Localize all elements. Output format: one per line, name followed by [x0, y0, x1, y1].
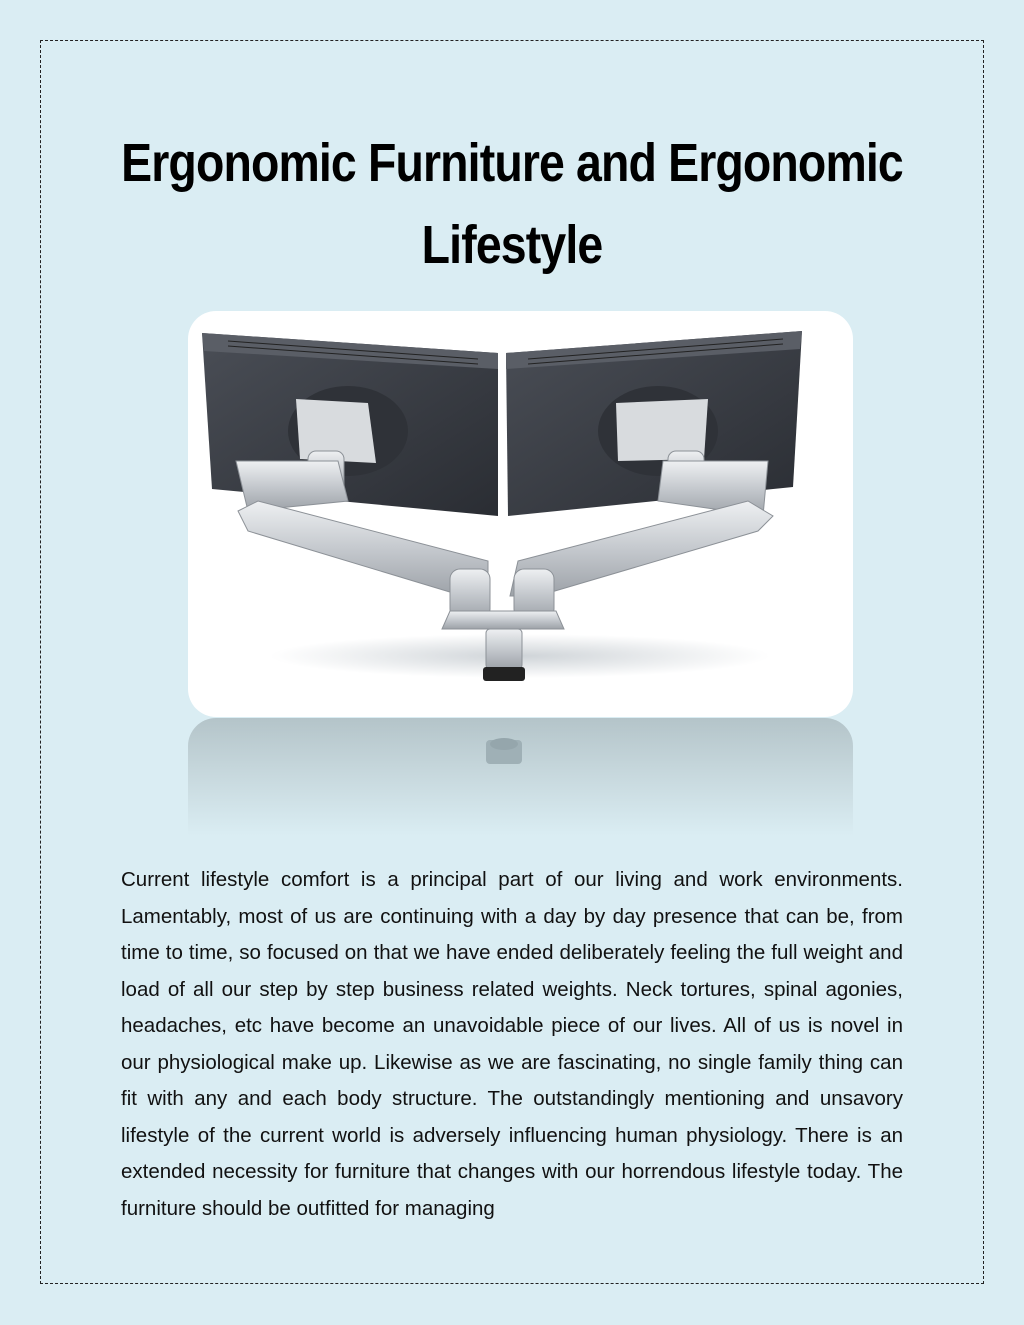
- body-paragraph: Current lifestyle comfort is a principal part of our living and work environments. Lamentably, most of us are continuing with a day by day presence that can be, from time to time, so focused on that we have ended deliberately feeling the full weight and load of all our step by step business related weights. Neck tortures, spinal agonies, headaches, etc have become an unavoidable piece of our lives. All of us is novel in our physiological make up. Likewise as we are fascinating, no single family thing can fit with any and each body structure. The outstandingly mentioning and unsavory lifestyle of the current world is adversely influencing human physiology. There is an extended necessity for furniture that changes with our horrendous lifestyle today. The furniture should be outfitted for managing: [121, 868, 903, 1220]
- title-line-2: Lifestyle: [421, 215, 603, 275]
- photo-reflection: [188, 718, 853, 836]
- dual-monitor-illustration: [188, 311, 853, 717]
- monitor-arm: [236, 451, 773, 669]
- reflection-shape: [188, 718, 853, 836]
- dual-monitor-arm-photo: [188, 311, 853, 717]
- page-title: [106, 122, 918, 286]
- title-line-1: Ergonomic Furniture and Ergonomic: [121, 133, 903, 193]
